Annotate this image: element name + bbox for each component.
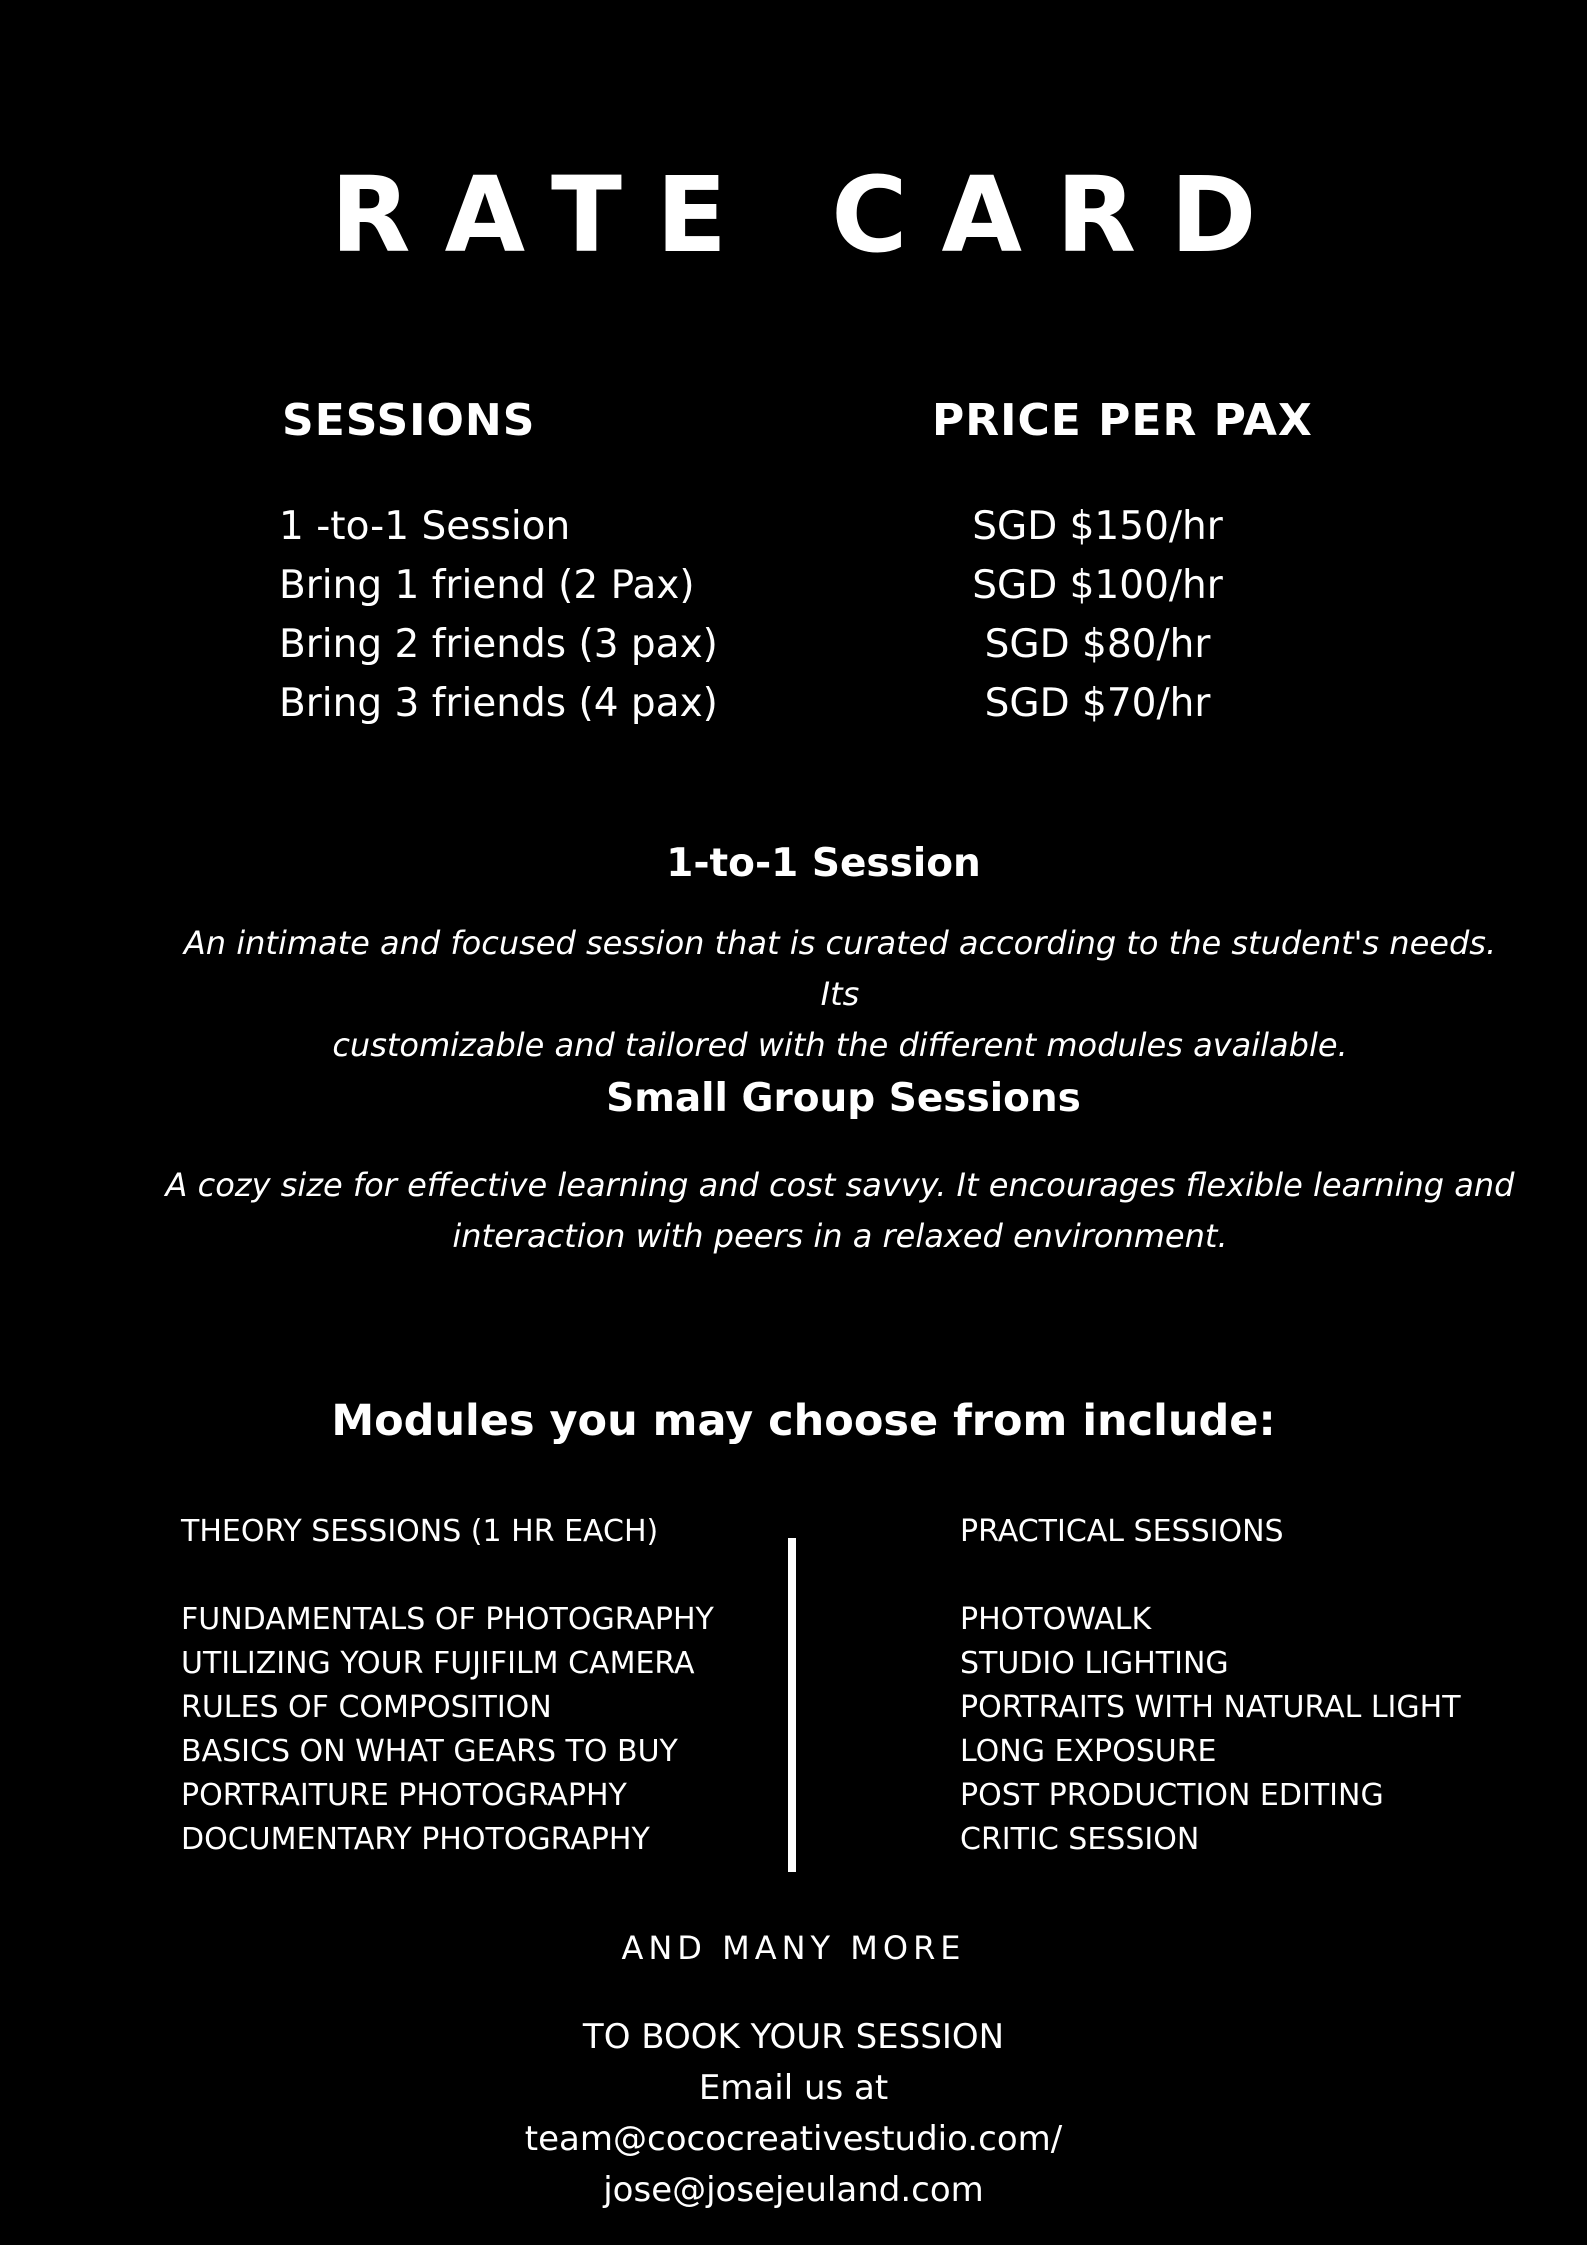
price-per-pax-header: PRICE PER PAX	[932, 395, 1313, 446]
price-item: SGD $80/hr	[984, 622, 1211, 667]
session-item: Bring 2 friends (3 pax)	[279, 622, 718, 667]
module-item: RULES OF COMPOSITION	[181, 1690, 552, 1725]
session-item: Bring 3 friends (4 pax)	[279, 681, 718, 726]
session-item: 1 -to-1 Session	[279, 504, 571, 549]
module-item: POST PRODUCTION EDITING	[960, 1778, 1384, 1813]
session-item: Bring 1 friend (2 Pax)	[279, 563, 695, 608]
theory-sessions-title: THEORY SESSIONS (1 HR EACH)	[181, 1514, 659, 1549]
price-item: SGD $70/hr	[984, 681, 1211, 726]
description-line: A cozy size for effective learning and cost savvy. It encourages flexible learning and	[165, 1166, 1515, 1204]
description-line: customizable and tailored with the different modules available.	[332, 1026, 1348, 1064]
module-item: DOCUMENTARY PHOTOGRAPHY	[181, 1822, 650, 1857]
sessions-header: SESSIONS	[282, 395, 536, 446]
one-to-one-heading: 1-to-1 Session	[666, 841, 981, 886]
small-group-heading: Small Group Sessions	[606, 1076, 1081, 1121]
price-list	[900, 497, 1295, 733]
column-divider	[788, 1538, 796, 1872]
theory-sessions-column	[181, 1510, 714, 1862]
modules-heading: Modules you may choose from include:	[331, 1396, 1276, 1446]
module-item: UTILIZING YOUR FUJIFILM CAMERA	[181, 1646, 695, 1681]
description-line: interaction with peers in a relaxed environment.	[452, 1217, 1228, 1255]
description-line: An intimate and focused session that is curated according to the student's needs. Its	[183, 924, 1497, 1013]
module-item: PORTRAITS WITH NATURAL LIGHT	[960, 1690, 1461, 1725]
one-to-one-description	[160, 918, 1520, 1071]
module-item: CRITIC SESSION	[960, 1822, 1200, 1857]
theory-module-list	[181, 1598, 714, 1862]
price-item: SGD $150/hr	[972, 504, 1223, 549]
small-group-description	[160, 1160, 1520, 1262]
practical-sessions-title: PRACTICAL SESSIONS	[960, 1514, 1284, 1549]
email-link-jose[interactable]: jose@josejeuland.com	[603, 2170, 984, 2210]
practical-sessions-column	[960, 1510, 1461, 1862]
module-item: FUNDAMENTALS OF PHOTOGRAPHY	[181, 1602, 714, 1637]
email-us-text: Email us at	[698, 2068, 889, 2108]
price-item: SGD $100/hr	[972, 563, 1223, 608]
practical-module-list	[960, 1598, 1461, 1862]
contact-block	[0, 2012, 1587, 2216]
module-item: LONG EXPOSURE	[960, 1734, 1217, 1769]
email-link-team[interactable]: team@cococreativestudio.com/	[524, 2119, 1063, 2159]
sessions-list	[279, 497, 718, 733]
module-item: BASICS ON WHAT GEARS TO BUY	[181, 1734, 678, 1769]
and-many-more-text: AND MANY MORE	[621, 1929, 966, 1967]
module-item: STUDIO LIGHTING	[960, 1646, 1229, 1681]
module-item: PORTRAITURE PHOTOGRAPHY	[181, 1778, 627, 1813]
book-session-text: TO BOOK YOUR SESSION	[582, 2017, 1005, 2057]
module-item: PHOTOWALK	[960, 1602, 1152, 1637]
page-title: RATE CARD	[330, 154, 1291, 276]
